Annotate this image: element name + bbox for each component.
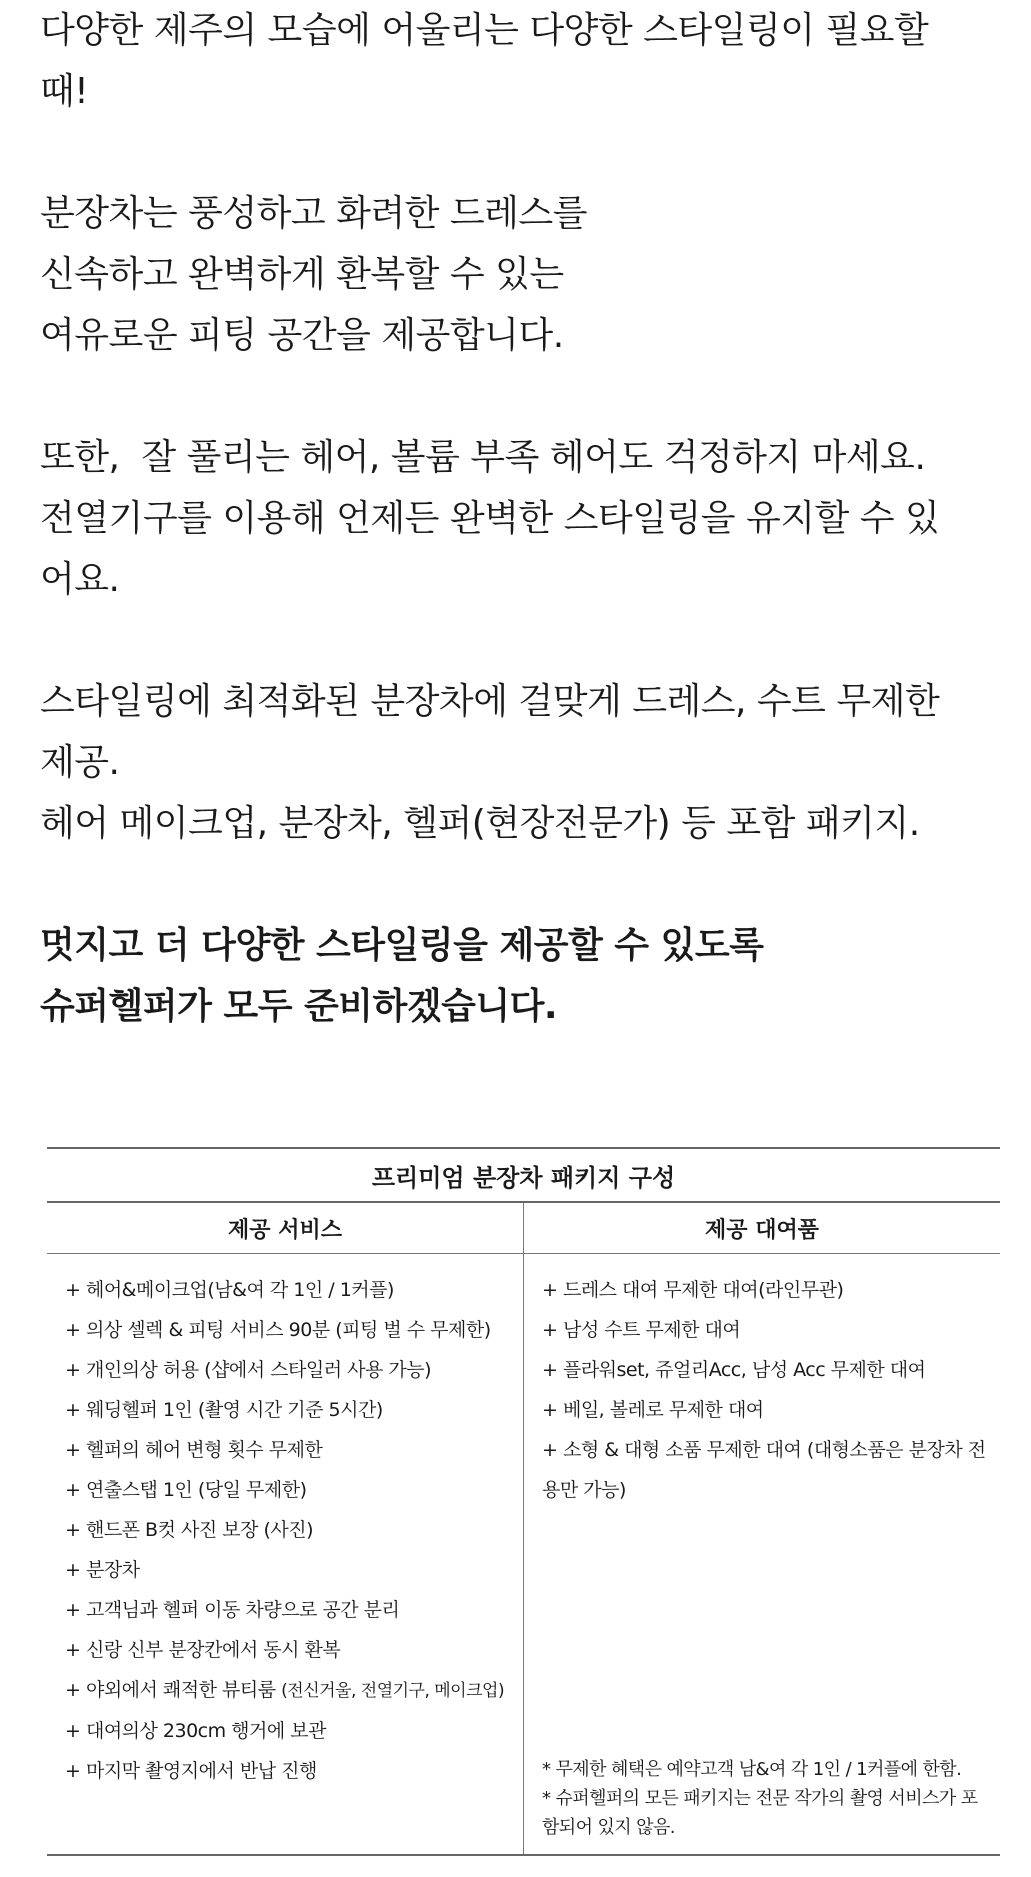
text-line: 멋지고 더 다양한 스타일링을 제공할 수 있도록 <box>40 925 764 966</box>
services-column <box>47 1254 524 1856</box>
list-item: + 웨딩헬퍼 1인 (촬영 시간 기준 5시간) <box>65 1399 383 1421</box>
intro-paragraph-2 <box>40 183 1000 366</box>
list-item-text: + 야외에서 쾌적한 뷰티룸 <box>65 1679 276 1701</box>
note: * 무제한 혜택은 예약고객 남&여 각 1인 / 1커플에 한함. <box>542 1759 962 1780</box>
list-item: + 플라워set, 쥬얼리Acc, 남성 Acc 무제한 대여 <box>542 1359 926 1381</box>
rentals-header: 제공 대여품 <box>524 1202 1001 1254</box>
list-item: + 드레스 대여 무제한 대여(라인무관) <box>542 1279 844 1301</box>
package-table <box>47 1147 1000 1856</box>
intro-paragraph-3 <box>40 427 1000 610</box>
rentals-list <box>542 1270 1000 1510</box>
list-item <box>65 1670 523 1711</box>
list-item: + 베일, 볼레로 무제한 대여 <box>542 1399 764 1421</box>
text-line: 슈퍼헬퍼가 모두 준비하겠습니다. <box>40 986 558 1027</box>
text-line: 다양한 제주의 모습에 어울리는 다양한 스타일링이 필요할 <box>40 10 929 51</box>
list-item: + 개인의상 허용 (샵에서 스타일러 사용 가능) <box>65 1359 432 1381</box>
package-title: 프리미엄 분장차 패키지 구성 <box>47 1148 1000 1202</box>
list-item: + 신랑 신부 분장칸에서 동시 환복 <box>65 1639 341 1661</box>
text-line: 신속하고 완벽하게 환복할 수 있는 <box>40 254 564 295</box>
text-line: 제공. <box>40 742 120 783</box>
intro-paragraph-4 <box>40 671 1000 854</box>
text-line: 또한, 잘 풀리는 헤어, 볼륨 부족 헤어도 걱정하지 마세요. <box>40 437 926 478</box>
services-list <box>65 1270 523 1791</box>
list-item: + 대여의상 230cm 행거에 보관 <box>65 1720 326 1742</box>
list-item: + 고객님과 헬퍼 이동 차량으로 공간 분리 <box>65 1599 400 1621</box>
text-line: 여유로운 피팅 공간을 제공합니다. <box>40 315 564 356</box>
text-line: 헤어 메이크업, 분장차, 헬퍼(현장전문가) 등 포함 패키지. <box>40 803 920 844</box>
list-item: + 분장차 <box>65 1559 140 1581</box>
note: * 슈퍼헬퍼의 모든 패키지는 전문 작가의 촬영 서비스가 포함되어 있지 않음. <box>542 1788 978 1838</box>
intro-text <box>40 0 1000 1037</box>
intro-paragraph-1 <box>40 0 1000 122</box>
closing-statement <box>40 915 1000 1037</box>
rentals-column <box>524 1254 1001 1856</box>
notes <box>542 1755 986 1842</box>
services-header: 제공 서비스 <box>47 1202 524 1254</box>
text-line: 어요. <box>40 559 120 600</box>
list-item: + 의상 셀렉 & 피팅 서비스 90분 (피팅 벌 수 무제한) <box>65 1319 491 1341</box>
list-item: + 남성 수트 무제한 대여 <box>542 1319 741 1341</box>
list-item: + 마지막 촬영지에서 반납 진행 <box>65 1760 317 1782</box>
list-item: + 핸드폰 B컷 사진 보장 (사진) <box>65 1519 314 1541</box>
text-line: 분장차는 풍성하고 화려한 드레스를 <box>40 193 587 234</box>
list-item: + 연출스탭 1인 (당일 무제한) <box>65 1479 307 1501</box>
text-line: 스타일링에 최적화된 분장차에 걸맞게 드레스, 수트 무제한 <box>40 681 940 722</box>
text-line: 때! <box>40 71 89 112</box>
text-line: 전열기구를 이용해 언제든 완벽한 스타일링을 유지할 수 있 <box>40 498 940 539</box>
list-item: + 헬퍼의 헤어 변형 횟수 무제한 <box>65 1439 323 1461</box>
list-item-detail: (전신거울, 전열기구, 메이크업) <box>281 1681 505 1701</box>
list-item: + 헤어&메이크업(남&여 각 1인 / 1커플) <box>65 1279 394 1301</box>
list-item: + 소형 & 대형 소품 무제한 대여 (대형소품은 분장차 전용만 가능) <box>542 1439 986 1501</box>
